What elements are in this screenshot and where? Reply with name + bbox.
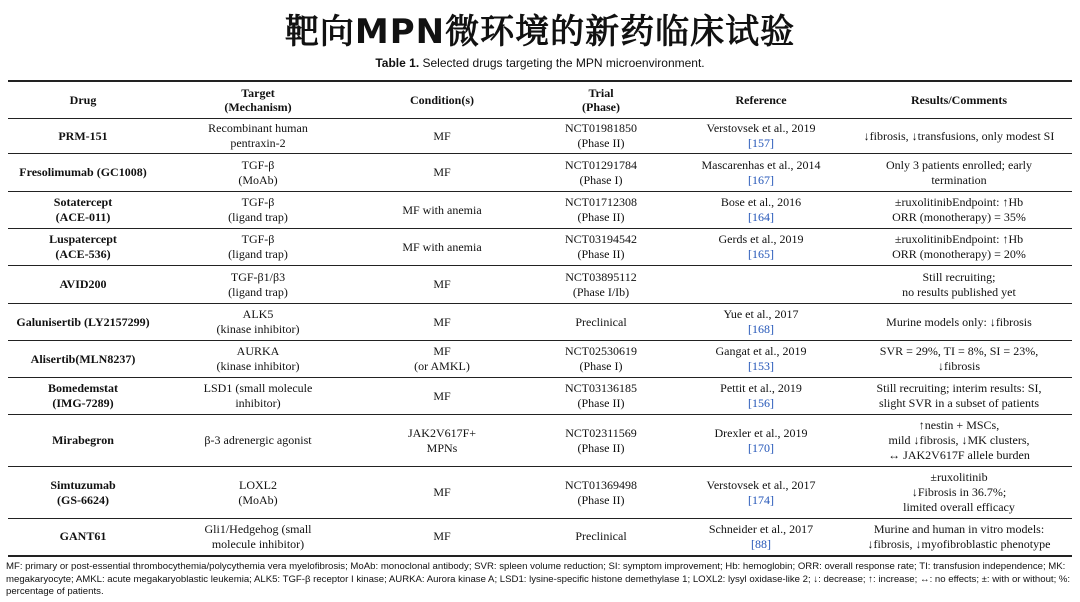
condition-cell: [358, 192, 526, 229]
results-cell: [846, 415, 1072, 467]
target-cell: [158, 119, 358, 154]
reference-link[interactable]: [168]: [748, 322, 774, 336]
table-row: [8, 266, 1072, 304]
table-row: [8, 304, 1072, 341]
results-cell: [846, 378, 1072, 415]
results-cell: [846, 154, 1072, 192]
target-cell: [158, 192, 358, 229]
condition-cell-line: MF with anemia: [402, 202, 482, 217]
trial-cell: [526, 266, 676, 304]
trial-cell: [526, 341, 676, 378]
drug-cell-line: Luspatercept: [49, 232, 117, 246]
condition-cell: [358, 378, 526, 415]
results-cell: [846, 266, 1072, 304]
target-cell-line: pentraxin-2: [230, 136, 286, 150]
drug-cell-line: Galunisertib (LY2157299): [16, 314, 150, 329]
target-cell-line: Recombinant human: [208, 121, 308, 135]
condition-cell: [358, 341, 526, 378]
results-line: ORR (monotherapy) = 35%: [892, 210, 1026, 224]
drug-cell: [8, 119, 158, 154]
results-line: ORR (monotherapy) = 20%: [892, 247, 1026, 261]
results-line: ±ruxolitinibEndpoint: ↑Hb: [894, 232, 1024, 246]
table-row: [8, 119, 1072, 154]
reference-link[interactable]: [156]: [748, 396, 774, 410]
trial-cell-line: (Phase I/Ib): [572, 284, 630, 299]
results-line: ↑nestin + MSCs,: [918, 418, 1000, 432]
condition-cell: [358, 467, 526, 519]
trial-cell-line: (Phase II): [577, 136, 625, 150]
condition-cell-line: MF: [433, 314, 451, 329]
table-body: [8, 119, 1072, 556]
header-mechanism-text: (Mechanism): [224, 100, 292, 114]
reference-cell: [676, 519, 846, 556]
trial-cell-line: (Phase II): [577, 440, 625, 455]
condition-cell: [358, 519, 526, 556]
trial-cell-line: NCT02530619: [565, 344, 637, 358]
trial-cell: [526, 304, 676, 341]
target-cell-line: inhibitor): [235, 396, 281, 410]
reference-link[interactable]: [174]: [748, 492, 774, 507]
target-cell: [158, 519, 358, 556]
header-results-text: Results/Comments: [911, 93, 1007, 107]
reference-link-line: [678, 173, 844, 188]
target-cell-line: LOXL2: [239, 477, 277, 492]
target-cell: [158, 266, 358, 304]
trial-cell: [526, 154, 676, 192]
reference-cell: [676, 266, 846, 304]
target-cell-line: TGF-β: [241, 157, 275, 172]
header-reference-text: Reference: [735, 93, 787, 107]
trial-cell-line: NCT03136185: [565, 381, 637, 395]
header-drug-text: Drug: [69, 93, 97, 107]
reference-link-line: [678, 210, 844, 225]
trial-cell-line: (Phase II): [577, 492, 625, 507]
trial-cell-line: (Phase II): [577, 210, 625, 224]
drug-cell: [8, 229, 158, 266]
reference-cell: [676, 119, 846, 154]
header-trial: [526, 81, 676, 119]
target-cell-line: ALK5: [242, 307, 274, 321]
condition-cell-line: MF: [433, 388, 451, 403]
reference-cell: [676, 229, 846, 266]
target-cell-line: TGF-β: [241, 232, 275, 246]
header-target-text: Target: [241, 86, 275, 100]
reference-link[interactable]: [88]: [751, 536, 771, 551]
results-line: ↓Fibrosis in 36.7%;: [911, 485, 1007, 499]
target-cell-line: (MoAb): [238, 172, 278, 187]
results-line: ↓fibrosis, ↓myofibroblastic phenotype: [867, 536, 1051, 551]
reference-author: Mascarenhas et al., 2014: [701, 157, 821, 172]
target-cell: [158, 415, 358, 467]
results-cell: [846, 192, 1072, 229]
trial-cell-line: NCT01981850: [565, 121, 637, 135]
header-drug: [8, 81, 158, 119]
trial-cell-line: (Phase II): [577, 396, 625, 410]
results-line: SVR = 29%, TI = 8%, SI = 23%,: [879, 344, 1039, 358]
header-trial-text: Trial: [588, 86, 614, 100]
table-row: [8, 192, 1072, 229]
results-line: ↓fibrosis: [938, 359, 980, 373]
condition-cell: [358, 415, 526, 467]
results-line: slight SVR in a subset of patients: [879, 396, 1039, 410]
reference-author: Gerds et al., 2019: [718, 232, 804, 246]
table-row: [8, 229, 1072, 266]
results-line: mild ↓fibrosis, ↓MK clusters,: [888, 433, 1030, 447]
condition-cell-line: MF: [433, 344, 451, 358]
results-line: termination: [931, 172, 987, 187]
results-cell: [846, 119, 1072, 154]
trial-cell-line: (Phase II): [577, 247, 625, 261]
target-cell-line: (kinase inhibitor): [216, 322, 300, 336]
trial-cell-line: NCT02311569: [565, 425, 637, 440]
results-line: ±ruxolitinibEndpoint: ↑Hb: [894, 195, 1024, 209]
condition-cell-line: MF: [433, 529, 451, 544]
target-cell-line: molecule inhibitor): [211, 536, 305, 551]
condition-cell: [358, 304, 526, 341]
drug-cell-line: Alisertib(MLN8237): [30, 351, 136, 366]
reference-link-line: [678, 322, 844, 337]
trial-cell: [526, 119, 676, 154]
drug-table: [8, 80, 1072, 557]
header-condition: [358, 81, 526, 119]
table-header-row: [8, 81, 1072, 119]
trial-cell: [526, 415, 676, 467]
results-line: ↓fibrosis, ↓transfusions, only modest SI: [863, 128, 1055, 143]
trial-cell-line: NCT03194542: [565, 232, 637, 246]
condition-cell-line: MPNs: [426, 440, 458, 455]
reference-cell: [676, 467, 846, 519]
reference-author: Gangat et al., 2019: [715, 344, 807, 358]
trial-cell-line: NCT01291784: [565, 157, 637, 172]
drug-cell-line: (ACE-011): [55, 210, 111, 224]
drug-cell-line: Bomedemstat: [48, 381, 118, 395]
trial-cell-line: Preclinical: [575, 529, 627, 544]
table-row: [8, 519, 1072, 556]
condition-cell: [358, 119, 526, 154]
reference-link[interactable]: [157]: [748, 136, 774, 150]
drug-cell: [8, 415, 158, 467]
results-line: Still recruiting; interim results: SI,: [876, 381, 1042, 395]
drug-cell-line: (GS-6624): [57, 492, 109, 507]
reference-link-line: [678, 493, 844, 508]
reference-cell: [676, 415, 846, 467]
reference-cell: [676, 154, 846, 192]
condition-cell-line: (or AMKL): [414, 359, 470, 373]
trial-cell-line: (Phase I): [579, 359, 623, 373]
drug-cell: [8, 154, 158, 192]
results-line: Murine models only: ↓fibrosis: [886, 314, 1032, 329]
table-row: [8, 415, 1072, 467]
target-cell: [158, 154, 358, 192]
header-target: [158, 81, 358, 119]
reference-cell: [676, 304, 846, 341]
table-footnote: MF: primary or post-essential thrombocythemia/polycythemia vera myelofibrosis; MoAb: monoclonal antibody; SVR: spleen volume reduction; SI: symptom improvement; Hb: hemoglobin; ORR: overall response rate; TI: transfusion independence; MK: megakaryocyte; AMKL: acute megakaryoblastic leukemia; ALK5: TGF-β receptor I kinase; AURKA: Aurora kinase A; LSD1: lysine-specific histone demethylase 1; LOXL2: lysyl oxidase-like 2; ↓: decrease; ↑: increase; ↔: no effects; ±: with or without; %: percentage of patients.: [6, 561, 1071, 597]
drug-cell: [8, 519, 158, 556]
trial-cell-line: (Phase I): [579, 172, 623, 187]
condition-cell: [358, 154, 526, 192]
target-cell-line: (ligand trap): [228, 284, 288, 299]
condition-cell-line: MF with anemia: [402, 239, 482, 254]
drug-cell-line: (IMG-7289): [52, 396, 114, 410]
table-caption: [0, 56, 1080, 70]
trial-cell: [526, 519, 676, 556]
drug-cell: [8, 378, 158, 415]
target-cell: [158, 341, 358, 378]
reference-author: Verstovsek et al., 2019: [706, 121, 816, 135]
drug-cell-line: Sotatercept: [53, 195, 113, 209]
target-cell-line: Gli1/Hedgehog (small: [204, 521, 312, 536]
reference-link-line: [678, 136, 844, 151]
condition-cell-line: MF: [433, 277, 451, 291]
results-cell: [846, 304, 1072, 341]
trial-cell-line: NCT01712308: [565, 195, 637, 209]
condition-cell: [358, 266, 526, 304]
trial-cell: [526, 229, 676, 266]
reference-link[interactable]: [167]: [748, 172, 774, 187]
header-results: [846, 81, 1072, 119]
reference-link-line: [678, 441, 844, 456]
results-line: Still recruiting;: [922, 269, 996, 284]
caption-text: Selected drugs targeting the MPN microenvironment.: [419, 56, 705, 70]
results-cell: [846, 341, 1072, 378]
results-line: Only 3 patients enrolled; early: [886, 157, 1032, 172]
results-cell: [846, 229, 1072, 266]
condition-cell-line: MF: [433, 165, 451, 179]
trial-cell-line: Preclinical: [575, 314, 627, 329]
target-cell-line: AURKA: [236, 344, 280, 358]
reference-author: Drexler et al., 2019: [714, 425, 808, 440]
condition-cell-line: MF: [433, 128, 451, 143]
target-cell-line: (ligand trap): [228, 210, 288, 224]
target-cell-line: (ligand trap): [228, 247, 288, 261]
drug-cell-line: PRM-151: [58, 128, 108, 143]
drug-cell-line: (ACE-536): [55, 247, 111, 261]
reference-author: Yue et al., 2017: [723, 307, 799, 321]
reference-link[interactable]: [153]: [748, 359, 774, 373]
page-title: 靶向MPN微环境的新药临床试验: [284, 12, 796, 52]
reference-link[interactable]: [165]: [748, 247, 774, 261]
drug-cell-line: Fresolimumab (GC1008): [19, 165, 147, 179]
results-line: limited overall efficacy: [903, 500, 1015, 514]
reference-link-line: [678, 247, 844, 262]
reference-author: Verstovsek et al., 2017: [706, 477, 816, 492]
reference-cell: [676, 341, 846, 378]
reference-author: Schneider et al., 2017: [708, 521, 814, 536]
drug-cell: [8, 192, 158, 229]
reference-link-line: [678, 396, 844, 411]
drug-cell-line: Mirabegron: [52, 433, 114, 447]
drug-cell: [8, 467, 158, 519]
reference-author: Pettit et al., 2019: [720, 381, 802, 395]
reference-link[interactable]: [164]: [748, 210, 774, 224]
target-cell-line: β-3 adrenergic agonist: [204, 433, 312, 447]
target-cell: [158, 467, 358, 519]
table-row: [8, 378, 1072, 415]
drug-cell: [8, 341, 158, 378]
reference-link-line: [678, 359, 844, 374]
reference-link[interactable]: [170]: [748, 440, 774, 455]
caption-label: Table 1.: [375, 56, 420, 70]
table-row: [8, 467, 1072, 519]
drug-cell-line: GANT61: [59, 529, 107, 544]
reference-cell: [676, 378, 846, 415]
trial-cell: [526, 378, 676, 415]
results-line: ±ruxolitinib: [930, 470, 988, 484]
results-line: ↔ JAK2V617F allele burden: [888, 448, 1030, 462]
reference-link-line: [678, 537, 844, 552]
trial-cell: [526, 192, 676, 229]
results-line: Murine and human in vitro models:: [873, 521, 1045, 536]
header-phase-text: (Phase): [582, 100, 620, 114]
drug-cell: [8, 304, 158, 341]
condition-cell: [358, 229, 526, 266]
header-condition-text: Condition(s): [409, 93, 474, 107]
target-cell-line: (MoAb): [238, 492, 278, 507]
trial-cell: [526, 467, 676, 519]
target-cell-line: (kinase inhibitor): [216, 359, 300, 373]
reference-author: Bose et al., 2016: [720, 195, 802, 209]
condition-cell-line: JAK2V617F+: [407, 425, 477, 440]
results-cell: [846, 467, 1072, 519]
results-line: no results published yet: [902, 284, 1016, 299]
target-cell: [158, 304, 358, 341]
target-cell: [158, 378, 358, 415]
condition-cell-line: MF: [433, 485, 451, 499]
table-row: [8, 154, 1072, 192]
drug-cell: [8, 266, 158, 304]
trial-cell-line: NCT03895112: [565, 269, 637, 284]
target-cell-line: TGF-β1/β3: [230, 269, 286, 284]
table-row: [8, 341, 1072, 378]
results-cell: [846, 519, 1072, 556]
drug-cell-line: Simtuzumab: [50, 477, 116, 492]
target-cell-line: TGF-β: [241, 195, 275, 209]
trial-cell-line: NCT01369498: [565, 477, 637, 492]
reference-cell: [676, 192, 846, 229]
target-cell: [158, 229, 358, 266]
header-reference: [676, 81, 846, 119]
target-cell-line: LSD1 (small molecule: [203, 381, 313, 395]
drug-cell-line: AVID200: [59, 277, 107, 291]
